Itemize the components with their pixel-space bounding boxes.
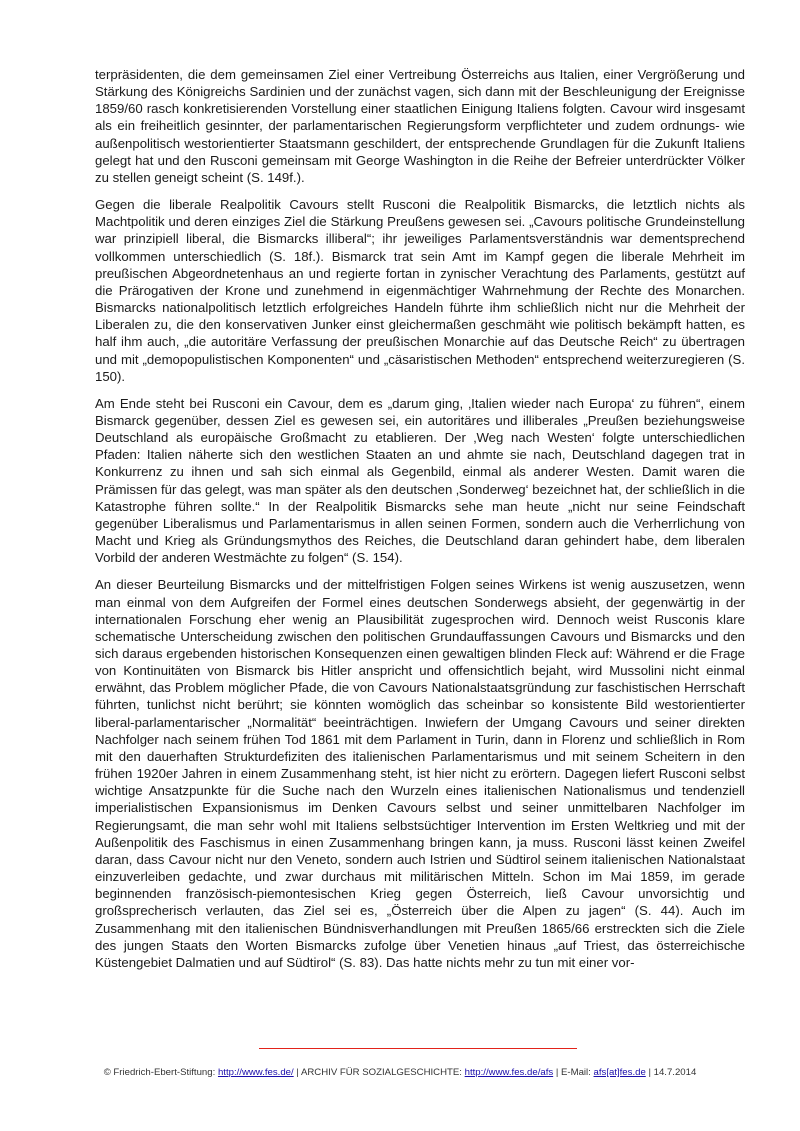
- paragraph-3: Am Ende steht bei Rusconi ein Cavour, dem es „darum ging, ‚Italien wieder nach Europa‘ zu führen“, einem Bismarck gegenüber, dessen Ziel es gewesen sei, ein autoritäres und illiberales „Preußen beziehungsweise Deutschland als europäische Großmacht zu etablieren. Der ‚Weg nach Westen‘ folgte unterschiedlichen Pfaden: Italien näherte sich den westlichen Staaten an und ahmte sie nach, Deutschland dagegen trat in Konkurrenz zu ihnen und sah sich einmal als Gegenbild, einmal als anderer Westen. Damit waren die Prämissen für das gelegt, was man später als den deutschen ‚Sonderweg‘ bezeichnet hat, der schließlich in die Katastrophe führen sollte.“ In der Realpolitik Bismarcks sehe man heute „nicht nur seine Feindschaft gegenüber Liberalismus und Parlamentarismus in allen seinen Formen, sondern auch die Verherrlichung von Macht und Krieg als Gründungsmythos des Reiches, die Deutschland daran gehindert habe, dem liberalen Vorbild der anderen Westmächte zu folgen“ (S. 154).: [95, 395, 745, 566]
- page-footer: [0, 1067, 800, 1078]
- footer-afs-link[interactable]: http://www.fes.de/afs: [464, 1067, 554, 1078]
- footer-divider: [259, 1048, 577, 1049]
- paragraph-2: Gegen die liberale Realpolitik Cavours stellt Rusconi die Realpolitik Bismarcks, die letztlich nichts als Machtpolitik und deren einziges Ziel die Stärkung Preußens gewesen sei. „Cavours politische Grundeinstellung war prinzipiell liberal, die Bismarcks illiberal“; ihr jeweiliges Parlamentsverständnis war dementsprechend vollkommen unterschiedlich (S. 18f.). Bismarck trat sein Amt im Kampf gegen die liberale Mehrheit im preußischen Abgeordnetenhaus an und regierte fortan in zynischer Verachtung des Parlaments, gestützt auf die Prärogativen der Krone und zunehmend in eigenmächtiger Wahrnehmung der Rechte des Monarchen. Bismarcks nationalpolitisch letztlich erfolgreiches Handeln führte ihm schließlich nicht nur die Mehrheit der Liberalen zu, die den konservativen Junker einst gleichermaßen geschmäht wie politisch bekämpft hatten, es half ihm auch, „die autoritäre Verfassung der preußischen Monarchie auf das Deutsche Reich“ zu übertragen und mit „demopopulistischen Komponenten“ und „cäsaristischen Methoden“ entsprechend weiterzuregieren (S. 150).: [95, 197, 745, 384]
- footer-email-label: | E-Mail:: [553, 1067, 594, 1078]
- paragraph-1: terpräsidenten, die dem gemeinsamen Ziel einer Vertreibung Österreichs aus Italien, einer Vergrößerung und Stärkung des Königreichs Sardinien und der zunächst vagen, sich dann mit der Beschleunigung der Ereignisse 1859/60 rasch konkretisierenden Vorstellung einer staatlichen Einigung Italiens folgten. Cavour wird insgesamt als ein freiheitlich gesinnter, der parlamentarischen Regierungsform verpflichteter und zudem ordnungs- wie außenpolitisch westorientierter Staatsmann geschildert, der entsprechende Grundlagen für die Zukunft Italiens gelegt hat und den Rusconi gemeinsam mit George Washington in die Reihe der Befreier unterdrückter Völker zu stellen geneigt scheint (S. 149f.).: [95, 67, 745, 185]
- body-text: [95, 66, 745, 971]
- footer-copyright: © Friedrich-Ebert-Stiftung:: [103, 1067, 218, 1078]
- footer-date: | 14.7.2014: [645, 1067, 697, 1078]
- footer-email-link[interactable]: afs[at]fes.de: [593, 1067, 646, 1078]
- footer-fes-link[interactable]: http://www.fes.de/: [217, 1067, 294, 1078]
- paragraph-4: An dieser Beurteilung Bismarcks und der mittelfristigen Folgen seines Wirkens ist wenig auszusetzen, wenn man einmal von dem Aufgreifen der Formel eines deutschen Sonderwegs absieht, der gegenwärtig in der internationalen Forschung eher wenig an Plausibilität zugesprochen wird. Dennoch weist Rusconis klare schematische Unterscheidung zwischen den politischen Grundauffassungen Cavours und Bismarcks und den sich daraus ergebenden historischen Konsequenzen einen gewaltigen blinden Fleck auf: Während er die Frage von Kontinuitäten von Bismarck bis Hitler anspricht und offensichtlich bejaht, wird Mussolini nicht einmal erwähnt, das Problem möglicher Pfade, die von Cavours Nationalstaatsgründung zur faschistischen Herrschaft führten, tunlichst nicht berührt; sie könnten womöglich das scheinbar so konsistente Bild westorientierter liberal-parlamentarischer „Normalität“ beeinträchtigen. Inwiefern der Umgang Cavours und seiner direkten Nachfolger nach seinem frühen Tod 1861 mit dem Parlament in Turin, dann in Florenz und schließlich in Rom mit den dauerhaften Strukturdefiziten des italienischen Parlamentarismus und mit seinem Scheitern in den frühen 1920er Jahren in einem Zusammenhang steht, ist hier nicht zu erörtern. Dagegen liefert Rusconi selbst wichtige Ansatzpunkte für die Suche nach den Wurzeln eines italienischen Nationalismus und tendenziell imperialistischen Expansionismus im Denken Cavours selbst und seiner unmittelbaren Nachfolger im Regierungsamt, die man sehr wohl mit Italiens selbstsüchtiger Intervention im Ersten Weltkrieg und mit der Außenpolitik des Faschismus in einen Zusammenhang bringen kann, ja muss. Rusconi lässt keinen Zweifel daran, dass Cavour nicht nur den Veneto, sondern auch Istrien und Südtirol seinem italienischen Nationalstaat einzuverleiben gedachte, und zwar durchaus mit militärischen Mitteln. Schon im Mai 1859, im gerade beginnenden französisch-piemontesischen Krieg gegen Österreich, ließ Cavour unvorsichtig und großsprecherisch verlauten, das Ziel sei es, „Österreich über die Alpen zu jagen“ (S. 44). Auch im Zusammenhang mit den italienischen Bündnisverhandlungen mit Preußen 1865/66 erstreckten sich die Ziele des jungen Staats den Worten Bismarcks zufolge über Venetien hinaus „auf Triest, das österreichische Küstengebiet Dalmatien und auf Südtirol“ (S. 83). Das hatte nichts mehr zu tun mit einer vor-: [95, 577, 745, 970]
- footer-archive-label: | ARCHIV FÜR SOZIALGESCHICHTE:: [293, 1067, 465, 1078]
